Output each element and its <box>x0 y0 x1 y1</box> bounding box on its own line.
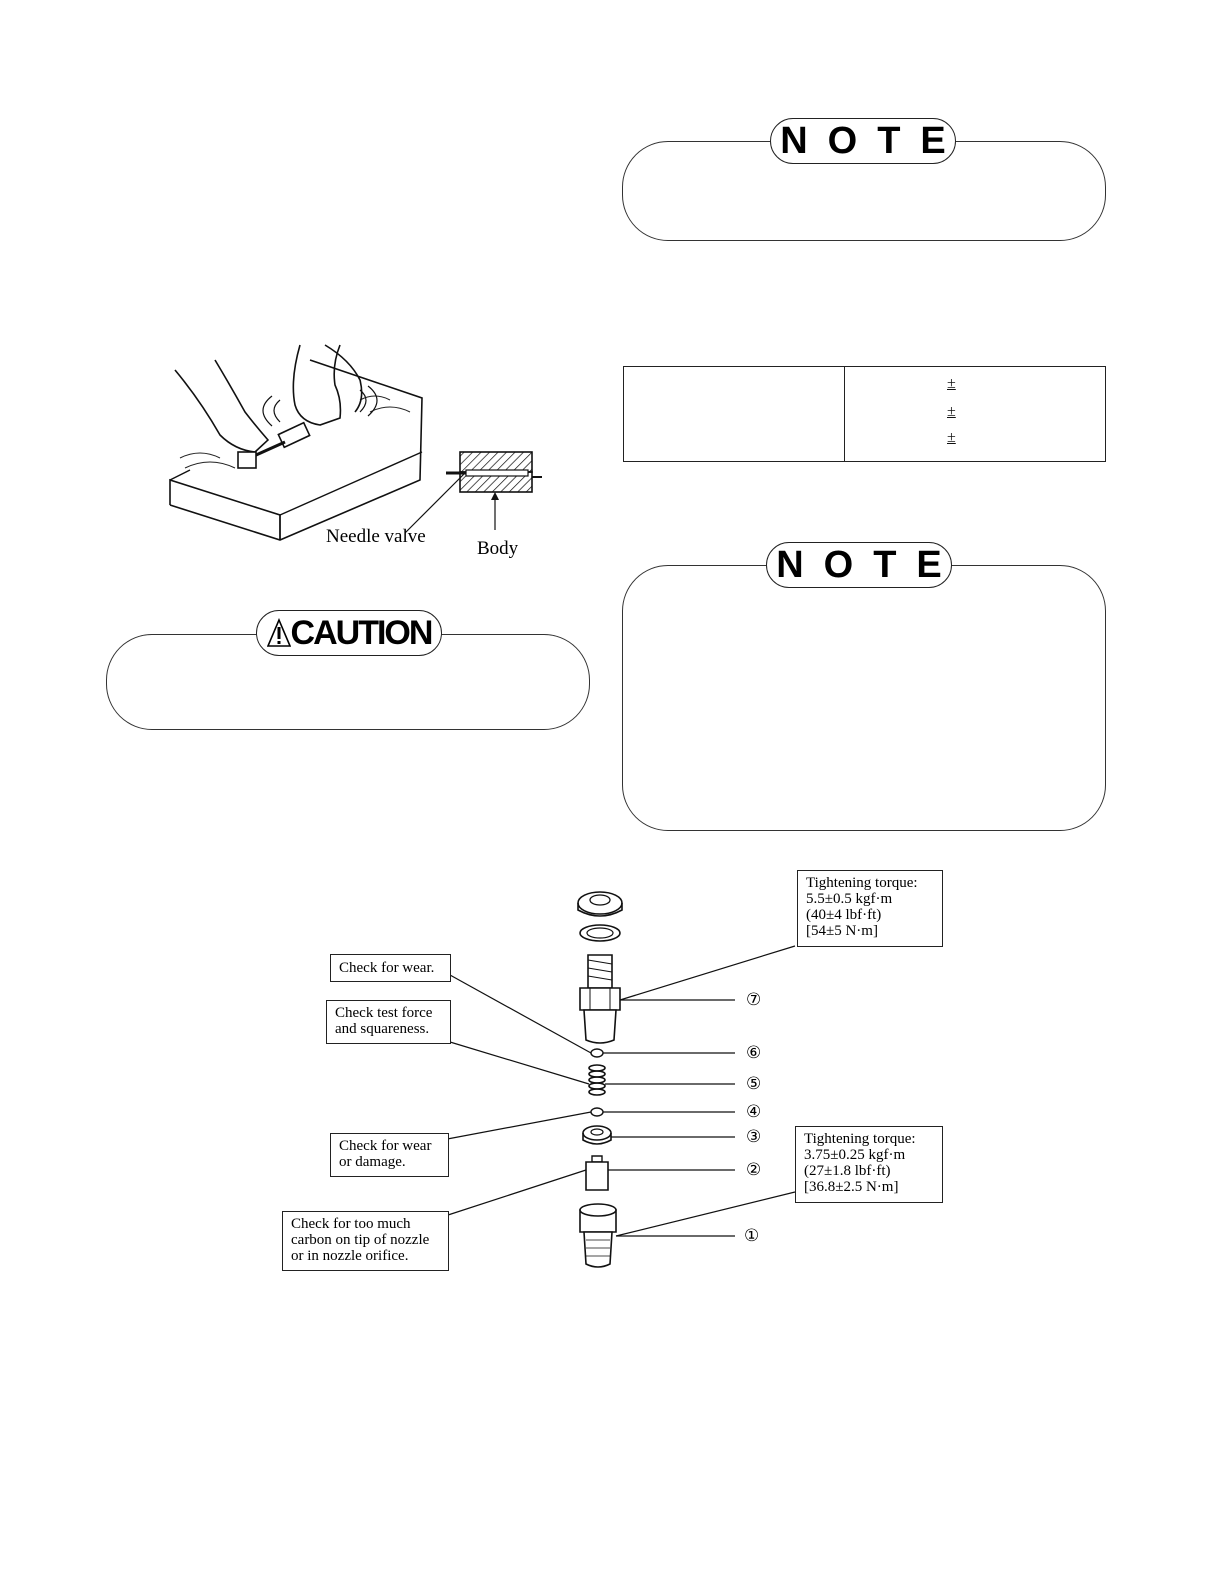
callout-line: Tightening torque: <box>806 875 918 891</box>
note-badge-1 <box>770 118 966 164</box>
callout-line: (40±4 lbf·ft) <box>806 907 882 923</box>
callout-line: Check for wear <box>339 1138 432 1154</box>
needle-valve-label: Needle valve <box>326 526 426 547</box>
callout-line: 3.75±0.25 kgf·m <box>804 1147 906 1163</box>
callout-line: Check for wear. <box>339 960 435 976</box>
check-test-force-callout <box>326 1000 451 1044</box>
part-number-6: ⑥ <box>746 1043 762 1063</box>
spec-table-left-col <box>624 367 845 461</box>
note-badge-2-text: NOTE <box>776 543 962 586</box>
part-number-7: ⑦ <box>746 990 762 1010</box>
note-badge-2 <box>766 542 962 588</box>
torque-callout-bottom <box>795 1126 943 1203</box>
check-wear-callout <box>330 954 451 982</box>
spec-table-right-col <box>845 367 1105 461</box>
torque-callout-top <box>797 870 943 947</box>
callout-line: Tightening torque: <box>804 1131 916 1147</box>
part-number-3: ③ <box>746 1127 762 1147</box>
callout-line: (27±1.8 lbf·ft) <box>804 1163 891 1179</box>
callout-line: or damage. <box>339 1154 406 1170</box>
callout-line: [54±5 N·m] <box>806 923 878 939</box>
check-wear-damage-callout <box>330 1133 449 1177</box>
callout-line: and squareness. <box>335 1021 430 1037</box>
spec-table <box>623 366 1106 462</box>
note-badge-1-text: NOTE <box>780 119 966 162</box>
callout-line: carbon on tip of nozzle <box>291 1232 430 1248</box>
part-number-1: ① <box>744 1226 760 1246</box>
callout-line: or in nozzle orifice. <box>291 1248 409 1264</box>
callout-line: Check test force <box>335 1005 433 1021</box>
note-frame-2 <box>622 565 1106 831</box>
callout-line: Check for too much <box>291 1216 411 1232</box>
spec-table-row: ± <box>947 429 956 446</box>
part-number-2: ② <box>746 1160 762 1180</box>
callout-line: [36.8±2.5 N·m] <box>804 1179 899 1195</box>
part-number-5: ⑤ <box>746 1074 762 1094</box>
part-number-4: ④ <box>746 1102 762 1122</box>
callout-line: 5.5±0.5 kgf·m <box>806 891 893 907</box>
caution-badge <box>256 610 442 656</box>
caution-badge-text: CAUTION <box>290 613 432 652</box>
body-label: Body <box>477 538 519 559</box>
check-carbon-callout <box>282 1211 449 1271</box>
spec-table-row: ± <box>947 403 956 420</box>
warning-triangle-icon <box>267 618 291 648</box>
spec-table-row: ± <box>947 375 956 392</box>
